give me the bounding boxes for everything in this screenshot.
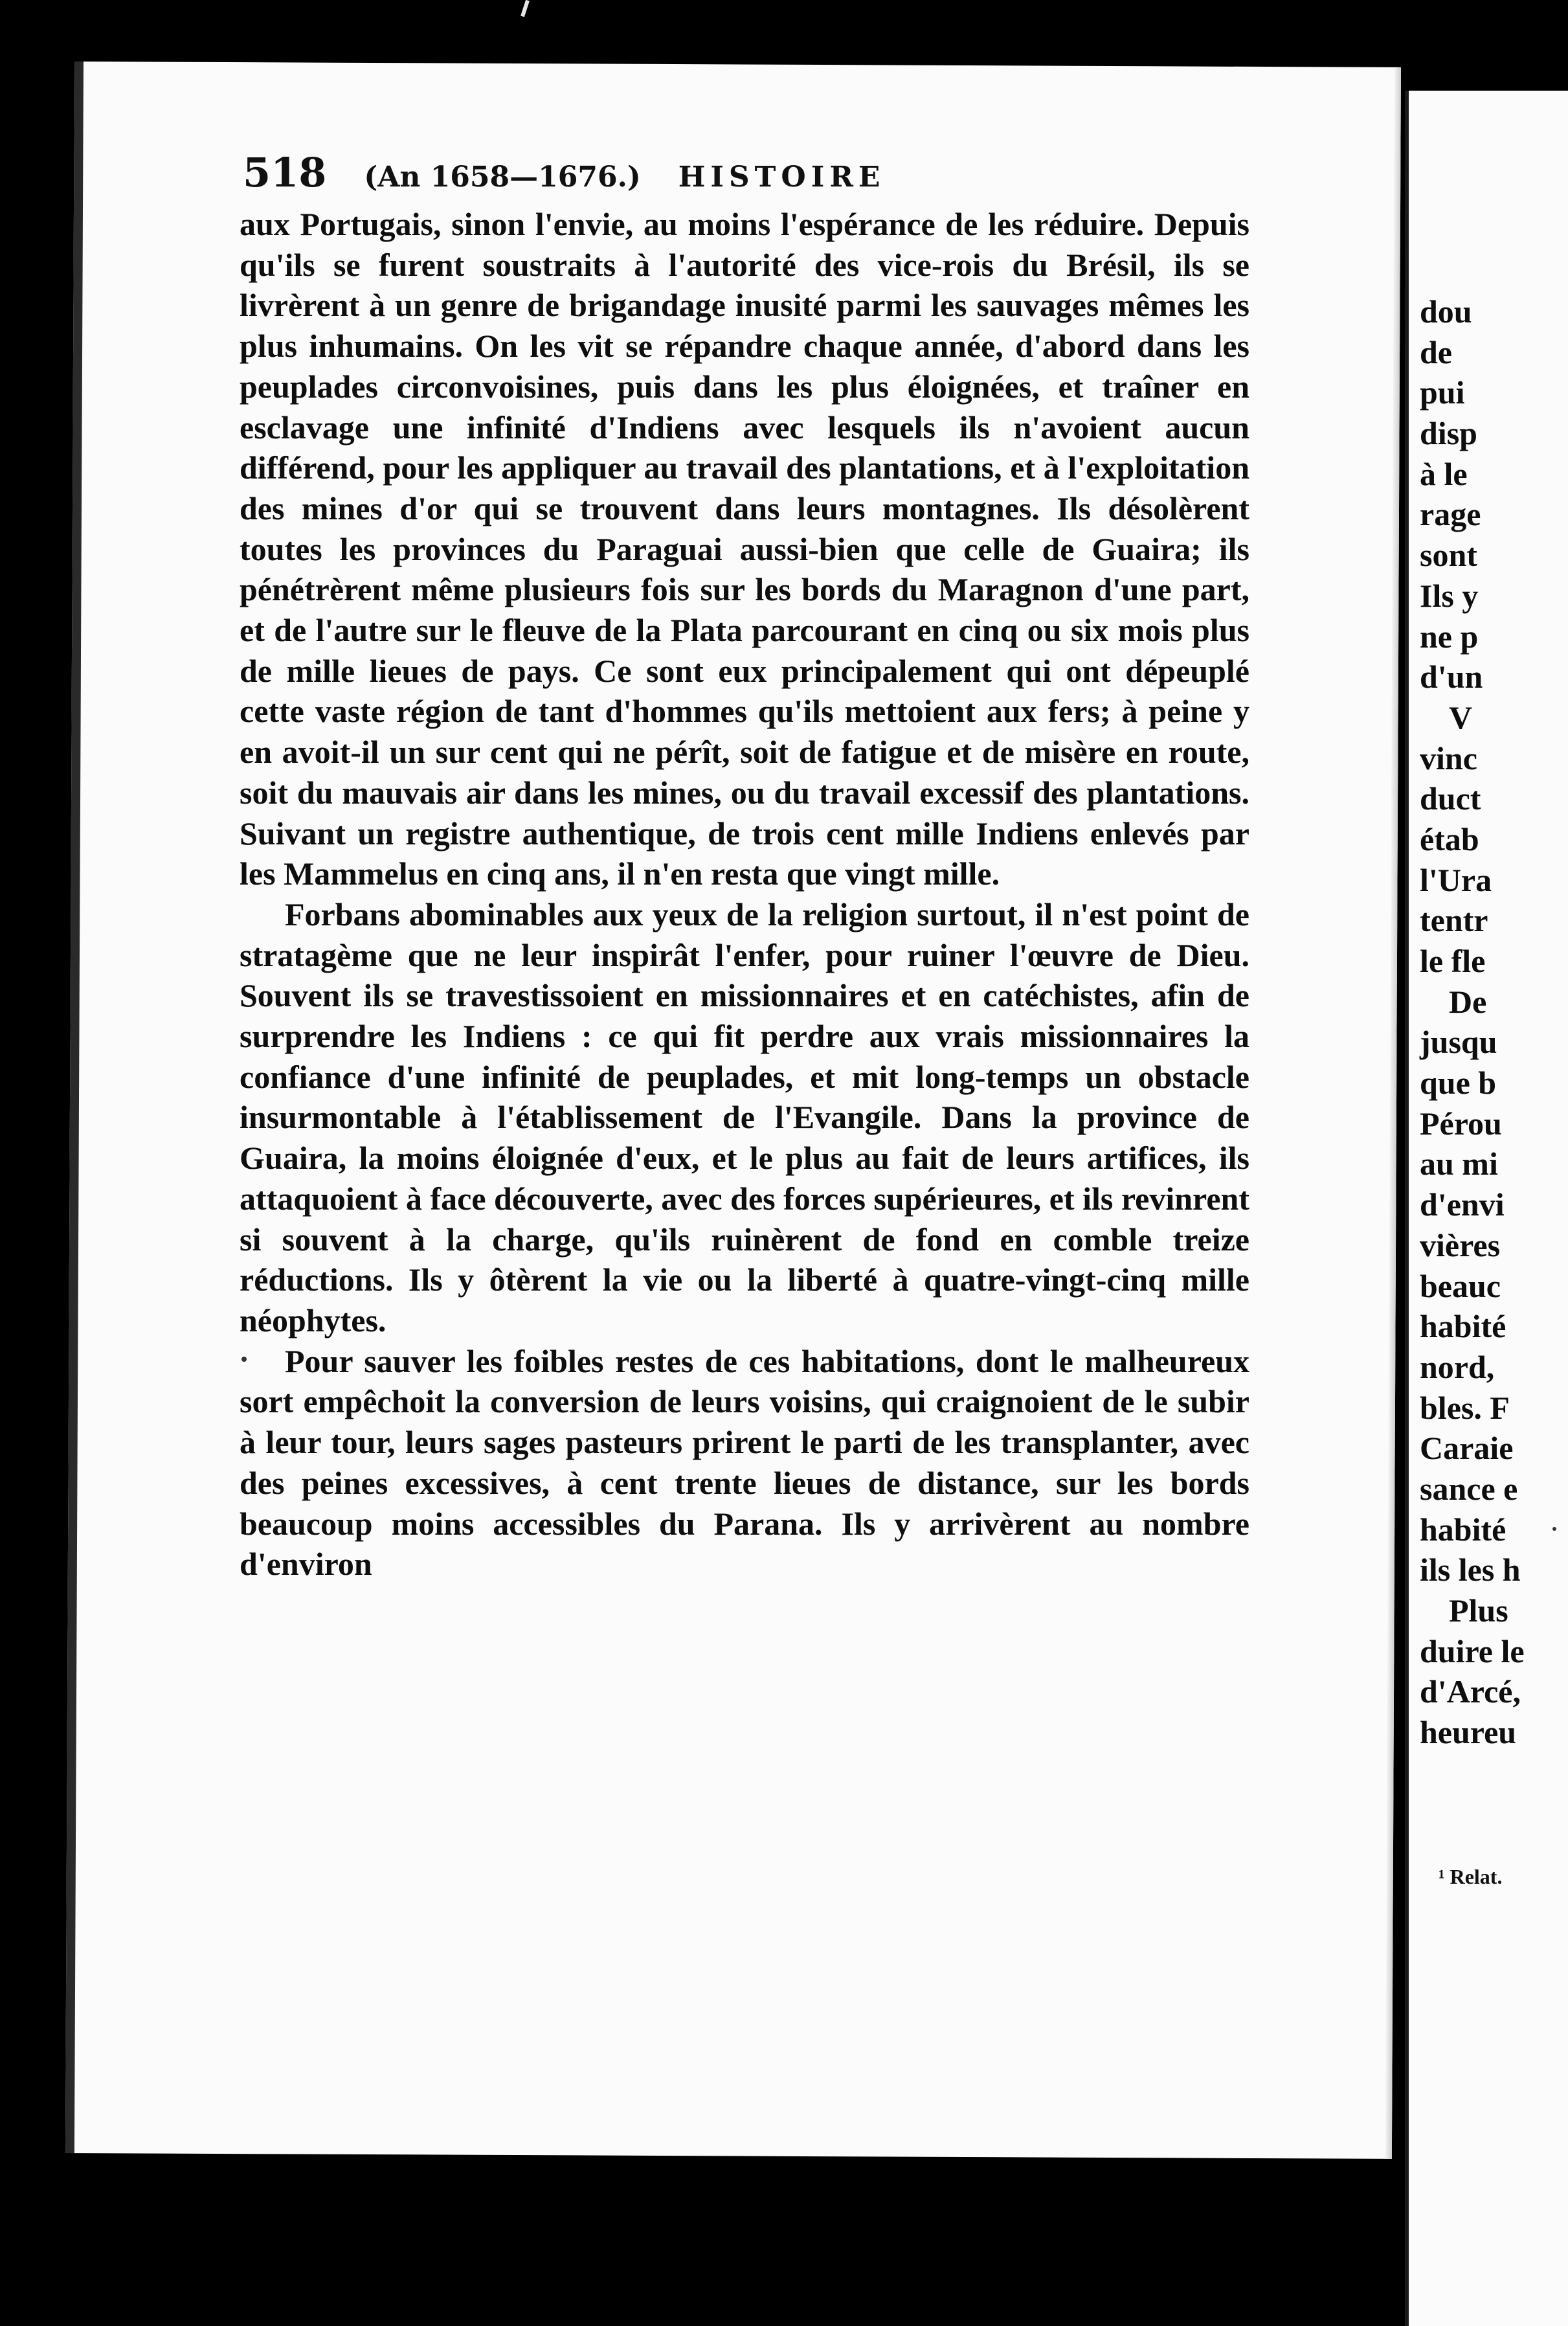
right-page-line: habité [1420, 1511, 1506, 1548]
right-page-line: dou [1420, 293, 1472, 330]
right-page-line: duct [1420, 780, 1481, 817]
right-page-line: l'Ura [1420, 861, 1492, 898]
right-page-line: le fle [1420, 943, 1486, 979]
right-page-footnote: ¹ Relat. [1439, 1865, 1503, 1888]
right-page-line: V [1449, 699, 1473, 736]
right-page-line: heureu [1420, 1714, 1517, 1751]
right-page-line: au mi [1420, 1146, 1498, 1182]
right-page-text [1420, 291, 1568, 1753]
right-page-line: Ils y [1420, 577, 1479, 614]
right-page-line: Pérou [1420, 1105, 1502, 1142]
right-page-line: vières [1420, 1226, 1501, 1263]
right-page-line: jusqu [1420, 1024, 1497, 1061]
right-page-line: vinc [1420, 740, 1477, 776]
right-page-line: beauc [1420, 1267, 1501, 1304]
right-page-line: De [1449, 983, 1487, 1020]
paragraph-2: Forbans abominables aux yeux de la religion surtout, il n'est point de stratagème que ne leur inspirât l'enfer, pour ruiner l'œuvre de Dieu. Souvent ils se travestissoient en missionnaires et en catéchistes, afin de surprendre les Indiens : ce qui fit perdre aux vrais missionnaires la confiance d'une infinité de peuplades, et mit long-temps un obstacle insurmontable à l'établissement de l'Evangile. Dans la province de Guaira, la moins éloignée d'eux, et le plus au fait de leurs artifices, ils attaquoient à face découverte, avec des forces supérieures, et ils revinrent si souvent à la charge, qu'ils ruinèrent de fond en comble treize réductions. Ils y ôtèrent la vie ou la liberté à quatre-vingt-cinq mille néophytes. [240, 896, 1249, 1338]
right-page-line: ne p [1420, 618, 1479, 655]
right-page-line: d'envi [1420, 1186, 1505, 1223]
right-page-line: à le [1420, 455, 1468, 492]
paragraph-3: Pour sauver les foibles restes de ces habitations, dont le malheureux sort empêchoit la conversion de leurs voisins, qui craignoient de le subir à leur tour, leurs sages pasteurs prirent le parti de les transplanter, avec des peines excessives, à cent trente lieues de distance, sur les bords beaucoup moins accessibles du Parana. Ils y arrivèrent au nombre d'environ [240, 1342, 1249, 1583]
right-page-line: d'Arcé, [1420, 1673, 1521, 1710]
right-page-line: étab [1420, 820, 1479, 857]
right-page-line: duire le [1420, 1632, 1525, 1669]
right-page-line: que b [1420, 1065, 1497, 1101]
page-edge-shadow [1385, 67, 1401, 2159]
right-page-line: ils les h [1420, 1552, 1521, 1588]
scan-artifact-top [521, 0, 530, 17]
right-page-line: sance e [1420, 1470, 1518, 1507]
page-number: 518 [243, 149, 327, 196]
ink-speck [241, 1357, 247, 1362]
body-text [240, 204, 1249, 1585]
right-page-line: bles. F [1420, 1389, 1510, 1426]
right-page-line: rage [1420, 496, 1481, 533]
right-page-line: habité [1420, 1308, 1506, 1345]
right-page-line: d'un [1420, 659, 1483, 695]
right-page-line: nord, [1420, 1348, 1495, 1385]
right-page-line: tentr [1420, 902, 1488, 939]
right-page-line: de [1420, 333, 1452, 370]
right-page-line: Caraie [1420, 1430, 1514, 1467]
ink-speck [1552, 1527, 1556, 1531]
right-page-line: sont [1420, 537, 1477, 574]
right-page-line: pui [1420, 374, 1465, 411]
right-page-line: disp [1420, 415, 1477, 452]
section-title: HISTOIRE [678, 161, 886, 194]
date-range: (An 1658—1676.) [364, 161, 641, 194]
paragraph-1: aux Portugais, sinon l'envie, au moins l'espérance de les réduire. Depuis qu'ils se furent soustraits à l'autorité des vice-rois du Brésil, ils se livrèrent à un genre de brigandage inusité parmi les sauvages mêmes les plus inhumains. On les vit se répandre chaque année, d'abord dans les peuplades circonvoisines, puis dans les plus éloignées, et traîner en esclavage une infinité d'Indiens avec lesquels ils n'avoient aucun différend, pour les appliquer au travail des plantations, et à l'exploitation des mines d'or qui se trouvent dans leurs montagnes. Ils désolèrent toutes les provinces du Paraguai aussi-bien que celle de Guaira; ils pénétrèrent même plusieurs fois sur les bords du Maragnon d'une part, et de l'autre sur le fleuve de la Plata parcourant en cinq ou six mois plus de mille lieues de pays. Ce sont eux principalement qui ont dépeuplé cette vaste région de tant d'hommes qu'ils mettoient aux fers; à peine y en avoit-il un sur cent qui ne pérît, soit de fatigue et de misère en route, soit du mauvais air dans les mines, ou du travail excessif des plantations. Suivant un registre authentique, de trois cent mille Indiens enlevés par les Mammelus en cinq ans, il n'en resta que vingt mille. [240, 206, 1249, 892]
right-page-line: Plus [1449, 1592, 1508, 1629]
